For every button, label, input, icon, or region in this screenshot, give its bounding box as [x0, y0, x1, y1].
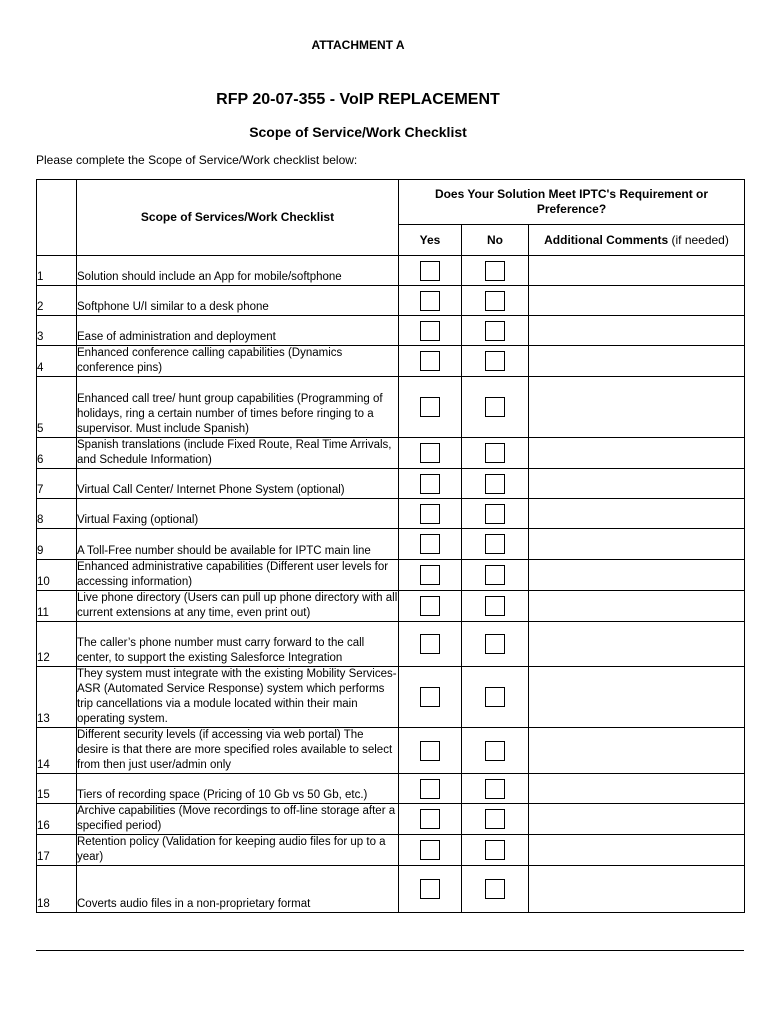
comments-cell[interactable] — [529, 667, 745, 728]
comments-column-header — [529, 225, 745, 256]
table-row — [37, 346, 745, 377]
requirement-text: Tiers of recording space (Pricing of 10 Gb vs 50 Gb, etc.) — [77, 774, 399, 804]
no-cell — [462, 377, 529, 438]
no-cell — [462, 774, 529, 804]
no-checkbox[interactable] — [485, 321, 505, 341]
requirement-text: Coverts audio files in a non-proprietary format — [77, 866, 399, 913]
comments-cell[interactable] — [529, 728, 745, 774]
yes-checkbox[interactable] — [420, 741, 440, 761]
table-row — [37, 256, 745, 286]
table-row — [37, 667, 745, 728]
yes-checkbox[interactable] — [420, 351, 440, 371]
checklist-table — [36, 179, 745, 913]
yes-cell — [399, 728, 462, 774]
attachment-label: ATTACHMENT A — [311, 38, 405, 52]
table-row — [37, 622, 745, 667]
requirement-text: Ease of administration and deployment — [77, 316, 399, 346]
requirement-text: Enhanced conference calling capabilities (Dynamics conference pins) — [77, 346, 399, 377]
requirement-text: The caller’s phone number must carry forward to the call center, to support the existing Salesforce Integration — [77, 622, 399, 667]
comments-cell[interactable] — [529, 377, 745, 438]
row-number: 4 — [37, 346, 77, 377]
yes-cell — [399, 866, 462, 913]
yes-checkbox[interactable] — [420, 596, 440, 616]
yes-checkbox[interactable] — [420, 443, 440, 463]
no-cell — [462, 469, 529, 499]
no-checkbox[interactable] — [485, 809, 505, 829]
no-cell — [462, 866, 529, 913]
row-number: 17 — [37, 835, 77, 866]
requirement-text: Different security levels (if accessing via web portal) The desire is that there are more specified roles available to select from then just user/admin only — [77, 728, 399, 774]
requirement-text: Softphone U/I similar to a desk phone — [77, 286, 399, 316]
table-row — [37, 866, 745, 913]
comments-cell[interactable] — [529, 774, 745, 804]
requirement-text: Retention policy (Validation for keeping audio files for up to a year) — [77, 835, 399, 866]
no-cell — [462, 256, 529, 286]
comments-cell[interactable] — [529, 591, 745, 622]
yes-checkbox[interactable] — [420, 291, 440, 311]
row-number: 7 — [37, 469, 77, 499]
row-number: 18 — [37, 866, 77, 913]
no-cell — [462, 804, 529, 835]
header-row-1 — [37, 180, 745, 225]
yes-cell — [399, 560, 462, 591]
table-row — [37, 774, 745, 804]
yes-cell — [399, 667, 462, 728]
yes-checkbox[interactable] — [420, 879, 440, 899]
requirement-text: A Toll-Free number should be available for IPTC main line — [77, 529, 399, 560]
table-row — [37, 560, 745, 591]
yes-cell — [399, 286, 462, 316]
requirement-text: Spanish translations (include Fixed Route, Real Time Arrivals, and Schedule Information) — [77, 438, 399, 469]
table-row — [37, 529, 745, 560]
document-subtitle: Scope of Service/Work Checklist — [249, 124, 467, 140]
requirement-text: Solution should include an App for mobile/softphone — [77, 256, 399, 286]
yes-cell — [399, 804, 462, 835]
no-cell — [462, 622, 529, 667]
yes-cell — [399, 438, 462, 469]
row-number: 12 — [37, 622, 77, 667]
row-number: 16 — [37, 804, 77, 835]
no-cell — [462, 499, 529, 529]
comments-cell[interactable] — [529, 316, 745, 346]
no-checkbox[interactable] — [485, 634, 505, 654]
no-checkbox[interactable] — [485, 397, 505, 417]
table-row — [37, 469, 745, 499]
no-cell — [462, 728, 529, 774]
no-checkbox[interactable] — [485, 261, 505, 281]
yes-checkbox[interactable] — [420, 321, 440, 341]
row-number: 11 — [37, 591, 77, 622]
yes-cell — [399, 591, 462, 622]
row-number: 9 — [37, 529, 77, 560]
yes-cell — [399, 469, 462, 499]
yes-checkbox[interactable] — [420, 397, 440, 417]
no-cell — [462, 835, 529, 866]
table-row — [37, 316, 745, 346]
comments-cell[interactable] — [529, 469, 745, 499]
no-cell — [462, 346, 529, 377]
yes-checkbox[interactable] — [420, 261, 440, 281]
meet-requirement-header: Does Your Solution Meet IPTC's Requirement or Preference? — [399, 180, 745, 225]
yes-cell — [399, 377, 462, 438]
yes-checkbox[interactable] — [420, 840, 440, 860]
intro-text: Please complete the Scope of Service/Work checklist below: — [36, 153, 358, 167]
bottom-rule — [36, 950, 744, 951]
no-checkbox[interactable] — [485, 596, 505, 616]
no-checkbox[interactable] — [485, 565, 505, 585]
no-checkbox[interactable] — [485, 504, 505, 524]
scope-column-header: Scope of Services/Work Checklist — [77, 180, 399, 256]
yes-checkbox[interactable] — [420, 809, 440, 829]
comments-cell[interactable] — [529, 256, 745, 286]
yes-cell — [399, 499, 462, 529]
comments-cell[interactable] — [529, 499, 745, 529]
no-cell — [462, 316, 529, 346]
no-checkbox[interactable] — [485, 351, 505, 371]
no-checkbox[interactable] — [485, 879, 505, 899]
comments-cell[interactable] — [529, 286, 745, 316]
yes-cell — [399, 622, 462, 667]
no-checkbox[interactable] — [485, 687, 505, 707]
requirement-text: Live phone directory (Users can pull up phone directory with all current extensions at any time, even print out) — [77, 591, 399, 622]
table-row — [37, 499, 745, 529]
table-row — [37, 438, 745, 469]
no-cell — [462, 667, 529, 728]
number-column-header — [37, 180, 77, 256]
row-number: 10 — [37, 560, 77, 591]
row-number: 5 — [37, 377, 77, 438]
comments-cell[interactable] — [529, 529, 745, 560]
comments-cell[interactable] — [529, 560, 745, 591]
comments-cell[interactable] — [529, 835, 745, 866]
row-number: 8 — [37, 499, 77, 529]
document-title: RFP 20-07-355 - VoIP REPLACEMENT — [216, 91, 500, 108]
requirement-text: They system must integrate with the existing Mobility Services- ASR (Automated Service Response) system which performs trip cancellations via a module located within their main operating system. — [77, 667, 399, 728]
table-row — [37, 835, 745, 866]
row-number: 14 — [37, 728, 77, 774]
requirement-text: Enhanced administrative capabilities (Different user levels for accessing information) — [77, 560, 399, 591]
no-column-header: No — [462, 225, 529, 256]
comments-cell[interactable] — [529, 346, 745, 377]
no-checkbox[interactable] — [485, 741, 505, 761]
table-row — [37, 377, 745, 438]
comments-header-label: Additional Comments — [544, 232, 669, 247]
requirement-text: Archive capabilities (Move recordings to off-line storage after a specified period) — [77, 804, 399, 835]
comments-header-suffix: (if needed) — [671, 232, 729, 247]
yes-checkbox[interactable] — [420, 687, 440, 707]
no-cell — [462, 529, 529, 560]
no-checkbox[interactable] — [485, 443, 505, 463]
requirement-text: Virtual Call Center/ Internet Phone System (optional) — [77, 469, 399, 499]
yes-cell — [399, 316, 462, 346]
row-number: 6 — [37, 438, 77, 469]
yes-cell — [399, 774, 462, 804]
yes-column-header: Yes — [399, 225, 462, 256]
row-number: 3 — [37, 316, 77, 346]
row-number: 15 — [37, 774, 77, 804]
no-checkbox[interactable] — [485, 534, 505, 554]
row-number: 1 — [37, 256, 77, 286]
requirement-text: Virtual Faxing (optional) — [77, 499, 399, 529]
yes-checkbox[interactable] — [420, 534, 440, 554]
yes-checkbox[interactable] — [420, 779, 440, 799]
table-row — [37, 591, 745, 622]
no-checkbox[interactable] — [485, 840, 505, 860]
no-cell — [462, 286, 529, 316]
row-number: 2 — [37, 286, 77, 316]
yes-checkbox[interactable] — [420, 504, 440, 524]
requirement-text: Enhanced call tree/ hunt group capabilities (Programming of holidays, ring a certain number of times before ringing to a supervisor. Must include Spanish) — [77, 377, 399, 438]
no-checkbox[interactable] — [485, 779, 505, 799]
yes-cell — [399, 529, 462, 560]
yes-cell — [399, 256, 462, 286]
yes-checkbox[interactable] — [420, 565, 440, 585]
row-number: 13 — [37, 667, 77, 728]
comments-cell[interactable] — [529, 866, 745, 913]
yes-checkbox[interactable] — [420, 634, 440, 654]
no-checkbox[interactable] — [485, 474, 505, 494]
yes-cell — [399, 346, 462, 377]
yes-checkbox[interactable] — [420, 474, 440, 494]
no-cell — [462, 438, 529, 469]
yes-cell — [399, 835, 462, 866]
table-row — [37, 804, 745, 835]
no-cell — [462, 591, 529, 622]
comments-cell[interactable] — [529, 438, 745, 469]
comments-cell[interactable] — [529, 622, 745, 667]
no-cell — [462, 560, 529, 591]
comments-cell[interactable] — [529, 804, 745, 835]
table-row — [37, 728, 745, 774]
table-row — [37, 286, 745, 316]
no-checkbox[interactable] — [485, 291, 505, 311]
